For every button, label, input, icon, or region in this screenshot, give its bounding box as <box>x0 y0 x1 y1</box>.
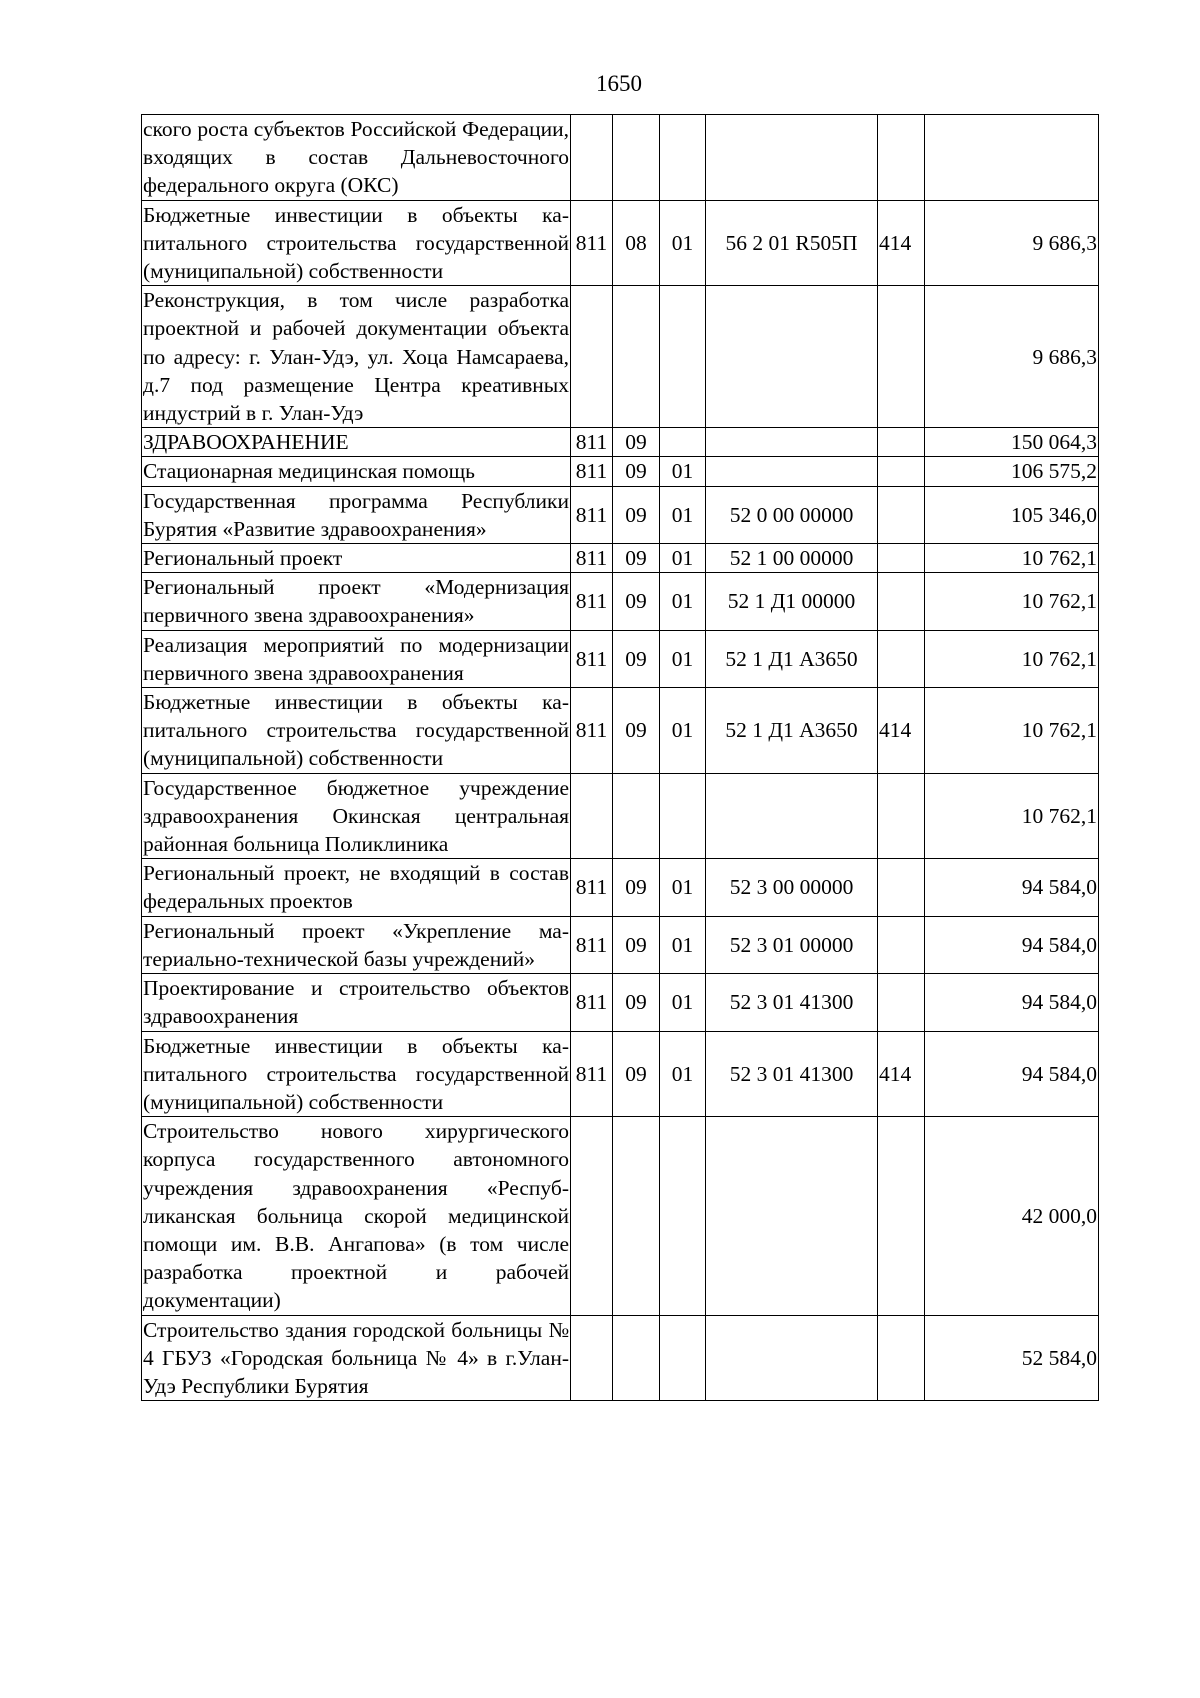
target-article-cell <box>706 115 878 201</box>
table-row <box>142 544 1099 573</box>
row-name-cell: Бюджетные инвестиции в объекты капитального строительства государственной (муниципальной) собственности <box>142 1031 571 1117</box>
amount-cell: 94 584,0 <box>925 916 1099 973</box>
expense-type-cell <box>878 286 925 428</box>
target-article-cell <box>706 1117 878 1315</box>
target-article-cell: 52 1 Д1 А3650 <box>706 630 878 687</box>
row-name-cell: Региональный проект <box>142 544 571 573</box>
subsection-code-cell <box>660 286 706 428</box>
ministry-code-cell <box>571 773 613 859</box>
section-code-cell: 09 <box>613 486 660 543</box>
section-code-cell <box>613 773 660 859</box>
ministry-code-cell: 811 <box>571 457 613 486</box>
table-row <box>142 859 1099 916</box>
expense-type-cell <box>878 1315 925 1401</box>
ministry-code-cell: 811 <box>571 916 613 973</box>
row-name-cell: Государственная программа Республики Бурятия «Развитие здравоохранения» <box>142 486 571 543</box>
row-name-cell: ЗДРАВООХРАНЕНИЕ <box>142 428 571 457</box>
subsection-code-cell: 01 <box>660 916 706 973</box>
ministry-code-cell: 811 <box>571 630 613 687</box>
table-row <box>142 1315 1099 1401</box>
target-article-cell <box>706 428 878 457</box>
subsection-code-cell <box>660 773 706 859</box>
expense-type-cell <box>878 573 925 630</box>
section-code-cell: 09 <box>613 428 660 457</box>
expense-type-cell <box>878 115 925 201</box>
table-row <box>142 630 1099 687</box>
amount-cell: 10 762,1 <box>925 544 1099 573</box>
table-row <box>142 428 1099 457</box>
ministry-code-cell: 811 <box>571 1031 613 1117</box>
section-code-cell <box>613 1315 660 1401</box>
subsection-code-cell <box>660 1315 706 1401</box>
expense-type-cell: 414 <box>878 1031 925 1117</box>
row-name-cell: Строительство нового хирургического корпуса государственного автономного учреждения здравоохранения «Республиканская больница скорой медицинской помощи им. В.В. Ангапова» (в том числе разработка проектной и рабочей документации) <box>142 1117 571 1315</box>
row-name-cell: Бюджетные инвестиции в объекты капитального строительства государственной (муниципальной) собственности <box>142 200 571 286</box>
amount-cell: 9 686,3 <box>925 200 1099 286</box>
target-article-cell: 52 1 Д1 00000 <box>706 573 878 630</box>
section-code-cell <box>613 115 660 201</box>
subsection-code-cell: 01 <box>660 544 706 573</box>
target-article-cell: 52 0 00 00000 <box>706 486 878 543</box>
target-article-cell: 52 3 01 00000 <box>706 916 878 973</box>
section-code-cell: 09 <box>613 630 660 687</box>
expense-type-cell <box>878 859 925 916</box>
table-row <box>142 1031 1099 1117</box>
section-code-cell: 09 <box>613 457 660 486</box>
ministry-code-cell <box>571 286 613 428</box>
table-row <box>142 486 1099 543</box>
expense-type-cell <box>878 457 925 486</box>
target-article-cell <box>706 457 878 486</box>
table-row <box>142 457 1099 486</box>
ministry-code-cell <box>571 1315 613 1401</box>
ministry-code-cell: 811 <box>571 544 613 573</box>
row-name-cell: Строительство здания городской больницы № 4 ГБУЗ «Городская больница № 4» в г.Улан-Удэ Республики Бурятия <box>142 1315 571 1401</box>
subsection-code-cell: 01 <box>660 573 706 630</box>
ministry-code-cell <box>571 1117 613 1315</box>
ministry-code-cell <box>571 115 613 201</box>
section-code-cell: 09 <box>613 916 660 973</box>
subsection-code-cell: 01 <box>660 688 706 774</box>
row-name-cell: Государственное бюджетное учреждение здравоохранения Окинская центральная районная больница Поликлиника <box>142 773 571 859</box>
amount-cell: 10 762,1 <box>925 630 1099 687</box>
amount-cell: 9 686,3 <box>925 286 1099 428</box>
expense-type-cell: 414 <box>878 200 925 286</box>
ministry-code-cell: 811 <box>571 486 613 543</box>
table-row <box>142 773 1099 859</box>
page-number: 1650 <box>596 71 642 96</box>
amount-cell: 150 064,3 <box>925 428 1099 457</box>
amount-cell: 42 000,0 <box>925 1117 1099 1315</box>
amount-cell: 94 584,0 <box>925 859 1099 916</box>
subsection-code-cell: 01 <box>660 486 706 543</box>
ministry-code-cell: 811 <box>571 200 613 286</box>
subsection-code-cell: 01 <box>660 630 706 687</box>
row-name-cell: Бюджетные инвестиции в объекты капитального строительства государственной (муниципальной) собственности <box>142 688 571 774</box>
row-name-cell: Региональный проект «Укрепление материально-технической базы учреждений» <box>142 916 571 973</box>
row-name-cell: Реализация мероприятий по модернизации первичного звена здравоохранения <box>142 630 571 687</box>
target-article-cell <box>706 1315 878 1401</box>
expense-type-cell <box>878 630 925 687</box>
section-code-cell: 09 <box>613 544 660 573</box>
ministry-code-cell: 811 <box>571 859 613 916</box>
section-code-cell: 09 <box>613 974 660 1031</box>
ministry-code-cell: 811 <box>571 428 613 457</box>
row-name-cell: Стационарная медицинская помощь <box>142 457 571 486</box>
table-row <box>142 573 1099 630</box>
subsection-code-cell: 01 <box>660 457 706 486</box>
subsection-code-cell <box>660 428 706 457</box>
subsection-code-cell: 01 <box>660 1031 706 1117</box>
section-code-cell: 09 <box>613 688 660 774</box>
table-row <box>142 974 1099 1031</box>
ministry-code-cell: 811 <box>571 974 613 1031</box>
expense-type-cell: 414 <box>878 688 925 774</box>
section-code-cell: 08 <box>613 200 660 286</box>
row-name-cell: Региональный проект, не входящий в состав федеральных проектов <box>142 859 571 916</box>
row-name-cell: ского роста субъектов Российской Федерации, входящих в состав Дальневосточного федерального округа (ОКС) <box>142 115 571 201</box>
expense-type-cell <box>878 486 925 543</box>
target-article-cell: 52 1 00 00000 <box>706 544 878 573</box>
target-article-cell: 52 3 01 41300 <box>706 1031 878 1117</box>
subsection-code-cell <box>660 1117 706 1315</box>
section-code-cell: 09 <box>613 1031 660 1117</box>
row-name-cell: Региональный проект «Модернизация первичного звена здравоохранения» <box>142 573 571 630</box>
amount-cell: 10 762,1 <box>925 688 1099 774</box>
table-row <box>142 688 1099 774</box>
section-code-cell <box>613 286 660 428</box>
subsection-code-cell <box>660 115 706 201</box>
target-article-cell: 52 1 Д1 А3650 <box>706 688 878 774</box>
section-code-cell: 09 <box>613 859 660 916</box>
ministry-code-cell: 811 <box>571 573 613 630</box>
row-name-cell: Проектирование и строительство объектов здравоохранения <box>142 974 571 1031</box>
expense-type-cell <box>878 974 925 1031</box>
expense-type-cell <box>878 1117 925 1315</box>
subsection-code-cell: 01 <box>660 974 706 1031</box>
target-article-cell <box>706 286 878 428</box>
expense-type-cell <box>878 428 925 457</box>
row-name-cell: Реконструкция, в том числе разработка проектной и рабочей документации объекта по адресу: г. Улан-Удэ, ул. Хоца Намсараева, д.7 под размещение Центра креативных индустрий в г. Улан-Удэ <box>142 286 571 428</box>
target-article-cell <box>706 773 878 859</box>
target-article-cell: 52 3 00 00000 <box>706 859 878 916</box>
section-code-cell: 09 <box>613 573 660 630</box>
target-article-cell: 52 3 01 41300 <box>706 974 878 1031</box>
amount-cell: 105 346,0 <box>925 486 1099 543</box>
budget-table <box>141 114 1099 1401</box>
section-code-cell <box>613 1117 660 1315</box>
amount-cell: 52 584,0 <box>925 1315 1099 1401</box>
table-row <box>142 200 1099 286</box>
amount-cell: 94 584,0 <box>925 974 1099 1031</box>
expense-type-cell <box>878 773 925 859</box>
target-article-cell: 56 2 01 R505П <box>706 200 878 286</box>
table-row <box>142 916 1099 973</box>
amount-cell: 10 762,1 <box>925 773 1099 859</box>
subsection-code-cell: 01 <box>660 200 706 286</box>
table-row <box>142 1117 1099 1315</box>
table-row <box>142 286 1099 428</box>
ministry-code-cell: 811 <box>571 688 613 774</box>
amount-cell: 10 762,1 <box>925 573 1099 630</box>
expense-type-cell <box>878 544 925 573</box>
amount-cell: 106 575,2 <box>925 457 1099 486</box>
amount-cell <box>925 115 1099 201</box>
table-row <box>142 115 1099 201</box>
expense-type-cell <box>878 916 925 973</box>
subsection-code-cell: 01 <box>660 859 706 916</box>
amount-cell: 94 584,0 <box>925 1031 1099 1117</box>
